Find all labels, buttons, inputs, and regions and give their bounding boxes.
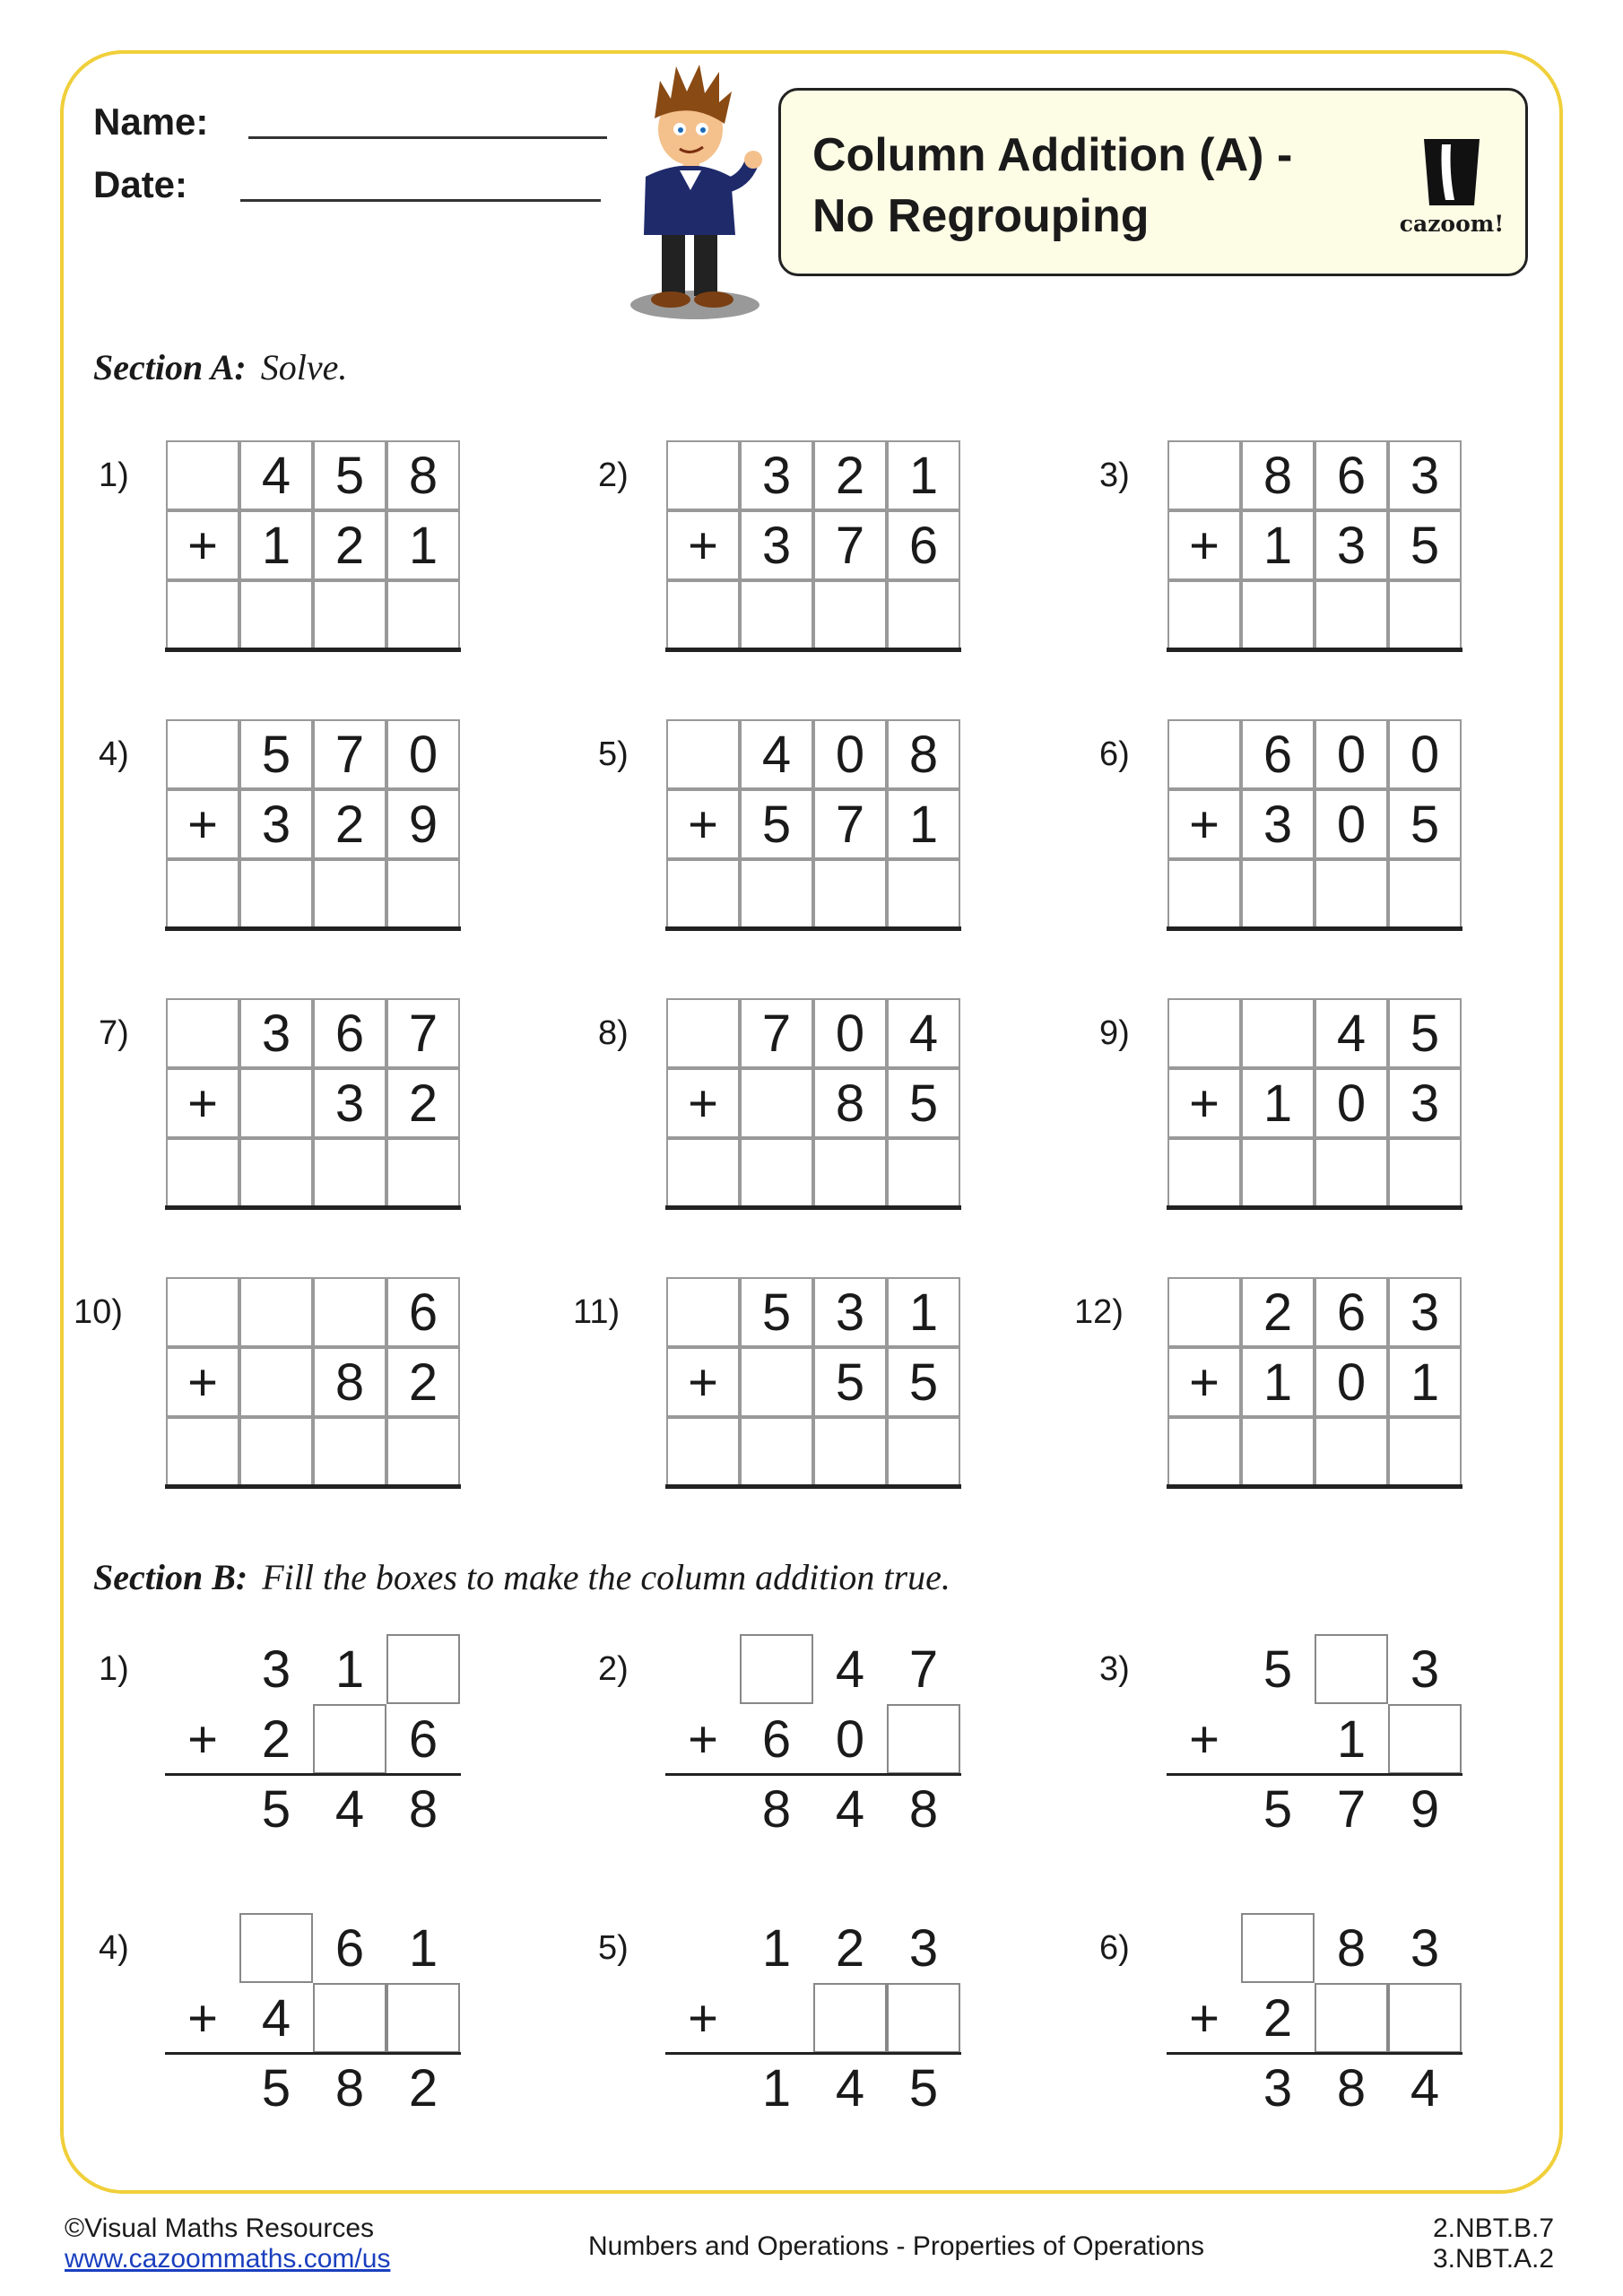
digit-cell: 5 [887,1347,960,1417]
digit-cell [1167,998,1241,1068]
cazoom-logo [1398,137,1506,237]
answer-cell[interactable] [239,1417,313,1487]
question-number: 10) [74,1293,123,1331]
question-number: 6) [1099,1929,1130,1967]
digit-cell: 8 [313,1347,386,1417]
digit-cell: 5 [313,440,386,510]
answer-cell[interactable] [740,580,813,650]
question-number: 6) [1099,735,1130,773]
digit-cell [166,998,239,1068]
cup-icon [1420,137,1483,207]
sum-digit: 8 [1336,2058,1367,2118]
digit-cell [1167,719,1241,789]
digit-cell [166,1634,239,1704]
digit-cell [666,440,740,510]
question-number: 5) [598,1929,629,1967]
digit-cell [1241,998,1315,1068]
sum-digit: 5 [908,2058,939,2118]
fill-in-box[interactable] [1315,1634,1388,1704]
question-number: 5) [598,735,629,773]
digit-cell [166,440,239,510]
digit-cell: 0 [813,998,887,1068]
digit-cell: 1 [1241,510,1315,580]
cartoon-boy-illustration [619,56,771,325]
sum-digit: 8 [761,1779,792,1839]
digit-cell: 5 [740,789,813,859]
digit-cell: 8 [813,1068,887,1138]
answer-cell[interactable] [740,1138,813,1208]
answer-underline [665,1205,961,1210]
answer-underline [165,1484,461,1489]
sum-digit [1167,1774,1241,1844]
digit-cell [313,1277,386,1347]
answer-underline [165,926,461,931]
answer-cell[interactable] [666,1138,740,1208]
answer-underline [665,926,961,931]
digit-cell: 0 [835,1709,865,1769]
digit-cell: 4 [835,1639,865,1699]
section-b-label: Section B: [93,1557,248,1597]
digit-cell: + [688,1709,718,1769]
question-number: 9) [1099,1014,1130,1052]
digit-cell [239,1347,313,1417]
answer-cell[interactable] [239,859,313,929]
digit-cell: 3 [1241,789,1315,859]
digit-cell [666,1634,740,1704]
logo-text: cazoom! [1399,211,1505,237]
digit-cell: 1 [1388,1347,1462,1417]
digit-cell: 1 [1241,1068,1315,1138]
question-number: 4) [99,735,129,773]
date-label: Date: [93,163,188,205]
answer-cell[interactable] [1241,580,1315,650]
digit-cell: + [666,510,740,580]
digit-cell: 2 [1241,1277,1315,1347]
answer-cell[interactable] [1388,859,1462,929]
digit-cell [1167,1634,1241,1704]
digit-cell: 7 [908,1639,939,1699]
sum-line [165,2052,461,2055]
digit-cell: 6 [313,998,386,1068]
fill-in-box[interactable] [386,1983,460,2053]
digit-cell: 6 [887,510,960,580]
worksheet-title [812,125,1292,247]
sum-digit: 4 [1410,2058,1440,2118]
answer-cell[interactable] [166,1138,239,1208]
answer-cell[interactable] [666,1417,740,1487]
digit-cell: + [166,1347,239,1417]
digit-cell: + [1189,1988,1219,2048]
fill-in-box[interactable] [1388,1983,1462,2053]
answer-cell[interactable] [813,580,887,650]
digit-cell: 5 [813,1347,887,1417]
digit-cell: 3 [813,1277,887,1347]
answer-cell[interactable] [1167,859,1241,929]
digit-cell [740,1068,813,1138]
digit-cell: 1 [761,1918,792,1978]
answer-cell[interactable] [386,580,460,650]
digit-cell: 1 [887,1277,960,1347]
digit-cell [239,1277,313,1347]
digit-cell: + [666,1068,740,1138]
fill-in-box[interactable] [1388,1704,1462,1774]
answer-cell[interactable] [166,859,239,929]
fill-in-box[interactable] [1241,1913,1315,1983]
answer-cell[interactable] [1167,1138,1241,1208]
sum-digit: 5 [261,1779,291,1839]
digit-cell: 6 [761,1709,792,1769]
answer-cell[interactable] [313,859,386,929]
digit-cell [166,1913,239,1983]
question-number: 1) [99,1650,129,1688]
digit-cell: 6 [1241,719,1315,789]
fill-in-box[interactable] [887,1704,960,1774]
digit-cell: 1 [386,510,460,580]
answer-cell[interactable] [386,859,460,929]
digit-cell: 3 [1315,510,1388,580]
answer-underline [1167,1484,1462,1489]
digit-cell: 5 [740,1277,813,1347]
digit-cell: 1 [887,789,960,859]
digit-cell: 2 [386,1068,460,1138]
sum-digit: 5 [261,2058,291,2118]
question-number: 7) [99,1014,129,1052]
answer-underline [1167,648,1462,652]
sum-digit: 8 [408,1779,438,1839]
sum-digit: 8 [334,2058,365,2118]
digit-cell: 3 [908,1918,939,1978]
question-number: 1) [99,457,129,494]
answer-cell[interactable] [813,1417,887,1487]
question-number: 2) [598,1650,629,1688]
digit-cell: 9 [386,789,460,859]
section-a-instruction: Solve. [260,347,348,387]
digit-cell: 1 [1336,1709,1367,1769]
digit-cell [666,719,740,789]
digit-cell: 3 [740,510,813,580]
digit-cell: + [1189,1709,1219,1769]
answer-cell[interactable] [1241,1138,1315,1208]
sum-digit: 4 [334,1779,365,1839]
name-line [248,136,607,139]
digit-cell: 3 [261,1639,291,1699]
digit-cell: 8 [1336,1918,1367,1978]
digit-cell: 3 [239,998,313,1068]
footer-topic: Numbers and Operations - Properties of Operations [588,2231,1204,2261]
digit-cell: 4 [1315,998,1388,1068]
answer-cell[interactable] [1388,1138,1462,1208]
digit-cell: + [166,789,239,859]
digit-cell: 3 [1410,1918,1440,1978]
digit-cell: 5 [1388,789,1462,859]
answer-underline [665,648,961,652]
sum-digit [666,1774,740,1844]
answer-cell[interactable] [1241,859,1315,929]
digit-cell: 2 [1263,1988,1293,2048]
digit-cell: 5 [1388,998,1462,1068]
answer-cell[interactable] [1315,580,1388,650]
digit-cell: + [166,510,239,580]
title-line-1: Column Addition (A) - [812,129,1293,181]
answer-cell[interactable] [887,1138,960,1208]
digit-cell: 2 [835,1918,865,1978]
digit-cell [1167,1277,1241,1347]
sum-digit: 8 [908,1779,939,1839]
digit-cell: 3 [1410,1639,1440,1699]
answer-cell[interactable] [887,1417,960,1487]
answer-cell[interactable] [1167,580,1241,650]
fill-in-box[interactable] [813,1983,887,2053]
fill-in-box[interactable] [386,1634,460,1704]
digit-cell: 6 [1315,440,1388,510]
sum-line [665,1773,961,1776]
answer-cell[interactable] [666,580,740,650]
digit-cell [666,1913,740,1983]
digit-cell [166,719,239,789]
answer-cell[interactable] [1241,1417,1315,1487]
answer-underline [1167,1205,1462,1210]
answer-cell[interactable] [313,580,386,650]
digit-cell [166,1277,239,1347]
digit-cell [740,1347,813,1417]
answer-cell[interactable] [313,1417,386,1487]
digit-cell: 0 [1388,719,1462,789]
sum-digit: 1 [761,2058,792,2118]
digit-cell: 8 [1241,440,1315,510]
answer-cell[interactable] [1167,1417,1241,1487]
fill-in-box[interactable] [313,1704,386,1774]
digit-cell: 6 [1315,1277,1388,1347]
question-number: 3) [1099,457,1130,494]
digit-cell: + [1167,1068,1241,1138]
digit-cell: 7 [813,510,887,580]
digit-cell: 0 [1315,789,1388,859]
title-box [778,88,1528,276]
digit-cell: 4 [887,998,960,1068]
answer-cell[interactable] [166,1417,239,1487]
answer-underline [665,1484,961,1489]
sum-digit [166,2053,239,2123]
answer-underline [165,648,461,652]
sum-line [1167,1773,1462,1776]
sum-digit: 2 [408,2058,438,2118]
digit-cell: 2 [313,510,386,580]
digit-cell: 5 [887,1068,960,1138]
standard-code-2: 3.NBT.A.2 [1433,2244,1555,2274]
digit-cell: 3 [1388,1068,1462,1138]
digit-cell: 0 [1315,719,1388,789]
answer-underline [1167,926,1462,931]
sum-digit: 5 [1263,1779,1293,1839]
answer-cell[interactable] [1388,1417,1462,1487]
answer-cell[interactable] [239,1138,313,1208]
sum-line [1167,2052,1462,2055]
answer-cell[interactable] [313,1138,386,1208]
digit-cell: 1 [408,1918,438,1978]
title-line-2: No Regrouping [812,190,1150,242]
digit-cell: + [1167,1347,1241,1417]
digit-cell: 0 [813,719,887,789]
digit-cell: 3 [313,1068,386,1138]
answer-cell[interactable] [239,580,313,650]
digit-cell: 7 [313,719,386,789]
digit-cell [1167,440,1241,510]
answer-cell[interactable] [1315,859,1388,929]
answer-underline [165,1205,461,1210]
section-a-heading [93,346,347,388]
digit-cell: 5 [1388,510,1462,580]
website-link[interactable]: www.cazoommaths.com/us [65,2244,391,2274]
sum-digit: 4 [835,1779,865,1839]
digit-cell: 4 [740,719,813,789]
digit-cell: + [666,1347,740,1417]
date-line [240,199,601,202]
digit-cell: 5 [1263,1639,1293,1699]
answer-cell[interactable] [1388,580,1462,650]
digit-cell: 3 [1388,440,1462,510]
digit-cell: 7 [740,998,813,1068]
digit-cell: + [166,1068,239,1138]
digit-cell: 8 [386,440,460,510]
digit-cell [239,1068,313,1138]
answer-cell[interactable] [813,1138,887,1208]
question-number: 4) [99,1929,129,1967]
digit-cell: 3 [740,440,813,510]
answer-cell[interactable] [887,859,960,929]
answer-cell[interactable] [813,859,887,929]
answer-cell[interactable] [740,859,813,929]
digit-cell: + [187,1709,218,1769]
digit-cell: + [1167,789,1241,859]
digit-cell: 1 [887,440,960,510]
digit-cell: 3 [1388,1277,1462,1347]
sum-line [665,2052,961,2055]
digit-cell: 8 [887,719,960,789]
digit-cell: 1 [1241,1347,1315,1417]
name-label: Name: [93,100,209,143]
answer-cell[interactable] [887,580,960,650]
digit-cell [1241,1704,1315,1774]
digit-cell: 1 [239,510,313,580]
digit-cell: 0 [1315,1068,1388,1138]
sum-digit: 9 [1410,1779,1440,1839]
sum-digit: 3 [1263,2058,1293,2118]
sum-digit: 4 [835,2058,865,2118]
sum-digit: 7 [1336,1779,1367,1839]
section-a-label: Section A: [93,347,247,387]
section-b-instruction: Fill the boxes to make the column addition true. [262,1557,950,1597]
question-number: 2) [598,457,629,494]
answer-cell[interactable] [740,1417,813,1487]
digit-cell: 0 [1315,1347,1388,1417]
digit-cell: 7 [386,998,460,1068]
fill-in-box[interactable] [887,1983,960,2053]
digit-cell: 3 [239,789,313,859]
question-number: 11) [573,1293,621,1331]
answer-cell[interactable] [1315,1138,1388,1208]
digit-cell [740,1983,813,2053]
section-b-heading [93,1556,950,1598]
digit-cell: 2 [313,789,386,859]
digit-cell [1167,1913,1241,1983]
answer-cell[interactable] [386,1138,460,1208]
fill-in-box[interactable] [740,1634,813,1704]
digit-cell: + [1167,510,1241,580]
digit-cell: 2 [813,440,887,510]
answer-cell[interactable] [166,580,239,650]
digit-cell: 6 [334,1918,365,1978]
digit-cell: 0 [386,719,460,789]
sum-digit [166,1774,239,1844]
fill-in-box[interactable] [1315,1983,1388,2053]
digit-cell: 4 [239,440,313,510]
question-number: 3) [1099,1650,1130,1688]
answer-cell[interactable] [1315,1417,1388,1487]
copyright-text: ©Visual Maths Resources [65,2213,375,2243]
question-number: 8) [598,1014,629,1052]
standard-code-1: 2.NBT.B.7 [1433,2213,1555,2243]
fill-in-box[interactable] [313,1983,386,2053]
digit-cell: 4 [261,1988,291,2048]
digit-cell: 7 [813,789,887,859]
digit-cell: 2 [386,1347,460,1417]
digit-cell: 2 [261,1709,291,1769]
digit-cell: + [666,789,740,859]
digit-cell: + [187,1988,218,2048]
digit-cell [666,1277,740,1347]
digit-cell: 1 [334,1639,365,1699]
answer-cell[interactable] [386,1417,460,1487]
digit-cell: + [688,1988,718,2048]
sum-digit [666,2053,740,2123]
sum-line [165,1773,461,1776]
digit-cell: 5 [239,719,313,789]
sum-digit [1167,2053,1241,2123]
fill-in-box[interactable] [239,1913,313,1983]
digit-cell: 6 [386,1277,460,1347]
digit-cell: 6 [408,1709,438,1769]
digit-cell [666,998,740,1068]
question-number: 12) [1074,1293,1124,1331]
answer-cell[interactable] [666,859,740,929]
